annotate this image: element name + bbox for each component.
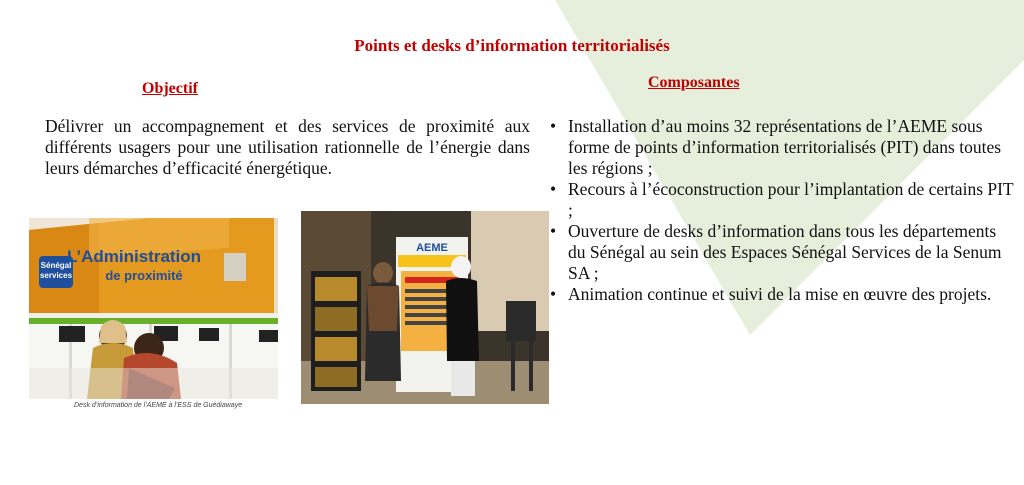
- component-text: Installation d’au moins 32 représentations de l’AEME sous forme de points d’information territorialisés (PIT) dans toutes les régions ;: [568, 116, 1002, 178]
- component-text: Recours à l’écoconstruction pour l’implantation de certains PIT ;: [568, 179, 1014, 220]
- bullet-icon: •: [550, 221, 557, 241]
- sign-text-1: L’Administration: [66, 247, 202, 266]
- component-text: Ouverture de desks d’information dans tous les départements du Sénégal au sein des Espaces Sénégal Services de la Senum SA ;: [568, 221, 1002, 283]
- photo-caption: Desk d’information de l’AEME à l’ESS de Guédiawaye: [74, 402, 243, 409]
- slide-title: Points et desks d’information territorialisés: [354, 36, 670, 55]
- bullet-icon: •: [550, 284, 557, 304]
- component-item: [548, 284, 1018, 305]
- logo-text-1: Sénégal: [40, 261, 72, 270]
- photo-exhibition-stand: [301, 211, 549, 404]
- bullet-icon: •: [550, 179, 557, 199]
- component-item: [548, 116, 1018, 179]
- photo-information-desk: [29, 218, 278, 399]
- components-heading: Composantes: [648, 74, 740, 91]
- bullet-icon: •: [550, 116, 557, 136]
- sign-text-2: de proximité: [105, 268, 183, 283]
- component-text: Animation continue et suivi de la mise en œuvre des projets.: [568, 284, 992, 304]
- objective-heading: Objectif: [142, 80, 198, 97]
- components-list: [548, 116, 1018, 305]
- objective-text: Délivrer un accompagnement et des services de proximité aux différents usagers pour une utilisation rationnelle de l’énergie dans leurs démarches d’efficacité énergétique.: [45, 116, 530, 178]
- component-item: [548, 221, 1018, 284]
- component-item: [548, 179, 1018, 221]
- logo-text-2: services: [39, 271, 73, 280]
- banner-title: AEME: [416, 242, 448, 254]
